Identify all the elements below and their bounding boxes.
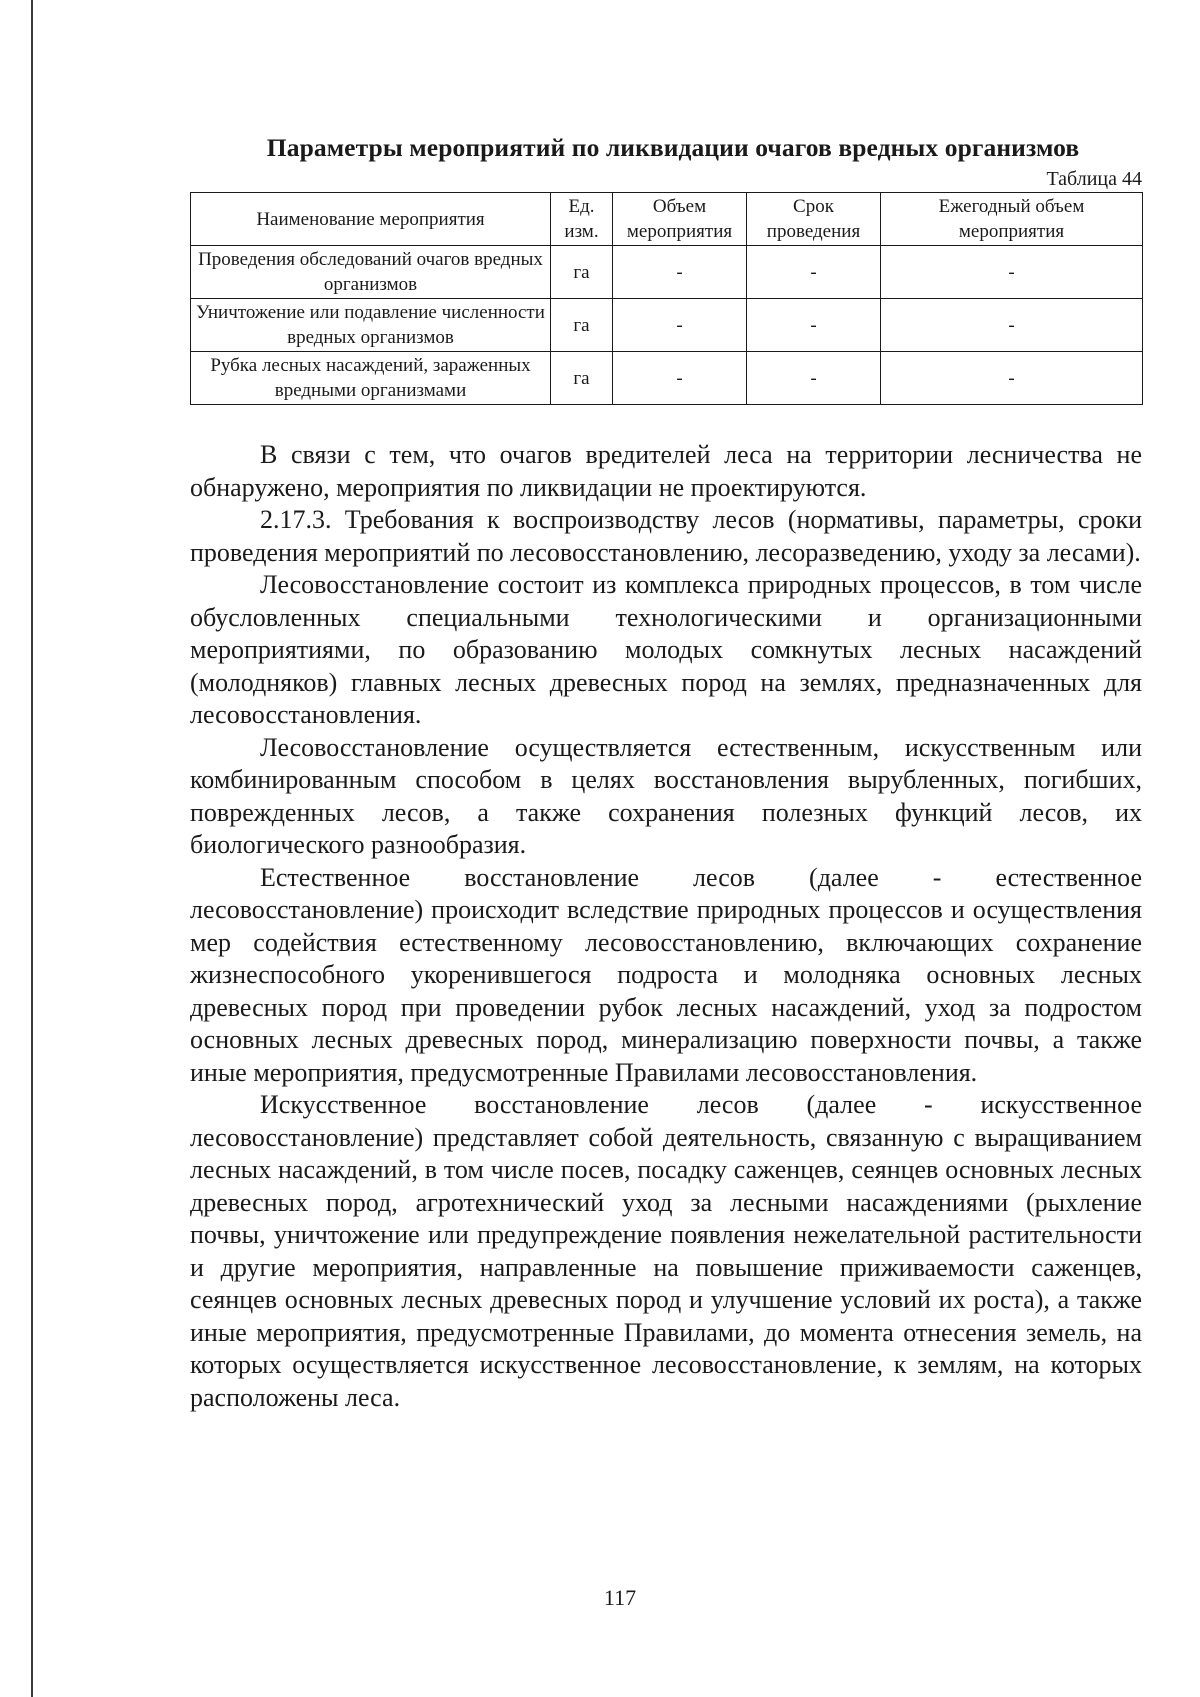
table-cell: га	[551, 246, 613, 299]
table-cell: Рубка лесных насаждений, зараженных вредными организмами	[191, 352, 551, 405]
table-cell: га	[551, 352, 613, 405]
table-cell: -	[747, 299, 881, 352]
table-cell: -	[747, 246, 881, 299]
table-row	[191, 246, 1143, 299]
table-cell: -	[881, 352, 1143, 405]
table-cell: га	[551, 299, 613, 352]
paragraph: Лесовосстановление осуществляется естественным, искусственным или комбинированным способом в целях восстановления вырубленных, погибших, поврежденных лесов, а также сохранения полезных функций лесов, их биологического разнообразия.	[190, 732, 1142, 859]
table-cell: Уничтожение или подавление численности вредных организмов	[191, 299, 551, 352]
table-cell: -	[613, 299, 747, 352]
header-cell: Объем мероприятия	[613, 193, 747, 246]
table-number: Таблица 44	[1046, 168, 1142, 190]
document-page	[190, 130, 1142, 1414]
table-cell: -	[747, 352, 881, 405]
measures-table	[190, 192, 1143, 405]
section-heading: 2.17.3. Требования к воспроизводству лесов (нормативы, параметры, сроки проведения мероприятий по лесовосстановлению, лесоразведению, уходу за лесами).	[190, 505, 1142, 567]
header-cell: Наименование мероприятия	[191, 193, 551, 246]
table-cell: -	[881, 299, 1143, 352]
table-row	[191, 352, 1143, 405]
header-cell: Ед. изм.	[551, 193, 613, 246]
body-text	[190, 439, 1142, 1414]
table-cell: -	[613, 246, 747, 299]
paragraph: Лесовосстановление состоит из комплекса природных процессов, в том числе обусловленных специальными технологическими и организационными мероприятиями, по образованию молодых сомкнутых лесных насаждений (молодняков) главных лесных древесных пород на землях, предназначенных для лесовосстановления.	[190, 570, 1142, 729]
paragraph: Естественное восстановление лесов (далее - естественное лесовосстановление) происходит вследствие природных процессов и осуществления мер содействия естественному лесовосстановлению, включающих сохранение жизнеспособного укоренившегося подроста и молодняка основных лесных древесных пород при проведении рубок лесных насаждений, уход за подростом основных лесных древесных пород, минерализацию поверхности почвы, а также иные мероприятия, предусмотренные Правилами лесовосстановления.	[190, 862, 1142, 1087]
table-cell: Проведения обследований очагов вредных организмов	[191, 246, 551, 299]
page-number: 117	[603, 1585, 637, 1610]
table-row	[191, 299, 1143, 352]
table-cell: -	[613, 352, 747, 405]
header-cell: Ежегодный объем мероприятия	[881, 193, 1143, 246]
table-header-row	[191, 193, 1143, 246]
document-title: Параметры мероприятий по ликвидации очагов вредных организмов	[266, 133, 1080, 162]
paragraph: В связи с тем, что очагов вредителей леса на территории лесничества не обнаружено, мероприятия по ликвидации не проектируются.	[190, 440, 1142, 502]
paragraph: Искусственное восстановление лесов (далее - искусственное лесовосстановление) представляет собой деятельность, связанную с выращиванием лесных насаждений, в том числе посев, посадку саженцев, сеянцев основных лесных древесных пород, агротехнический уход за лесными насаждениями (рыхление почвы, уничтожение или предупреждение появления нежелательной растительности и другие мероприятия, направленные на повышение приживаемости саженцев, сеянцев основных лесных древесных пород и улучшение условий их роста), а также иные мероприятия, предусмотренные Правилами, до момента отнесения земель, на которых осуществляется искусственное лесовосстановление, к землям, на которых расположены леса.	[190, 1090, 1142, 1412]
scan-edge-line	[31, 0, 33, 1697]
header-cell: Срок проведения	[747, 193, 881, 246]
table-cell: -	[881, 246, 1143, 299]
